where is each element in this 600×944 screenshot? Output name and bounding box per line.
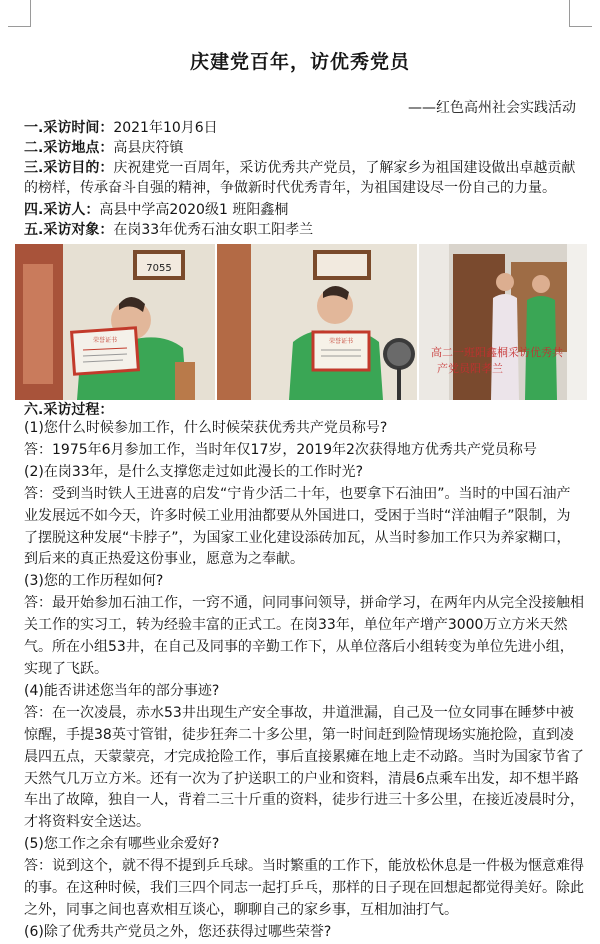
info-value: 2021年10月6日: [113, 120, 218, 136]
photo-3-image: [419, 244, 587, 400]
certificate-title: 荣誉证书: [92, 337, 118, 344]
question-6: (6)除了优秀共产党员之外，您还获得过哪些荣誉?: [24, 923, 332, 940]
info-label: 四.采访人：: [24, 202, 100, 218]
crop-mark-left: [8, 0, 31, 27]
photo-1: [15, 244, 215, 400]
answer-1: 答：1975年6月参加工作，当时年仅17岁，2019年2次获得地方优秀共产党员称号: [24, 441, 537, 458]
document-title: 庆建党百年，访优秀党员: [189, 51, 410, 73]
info-interview-time: [24, 118, 584, 138]
answer-3: 答：最开始参加石油工作，一窍不通，问同事问领导，拼命学习，在两年内从完全没接触相关工作的实习工，转为经验丰富的正式工。在岗33年，单位年产增产3000万立方米天然气。所在小组53井，在自己及同事的辛勤工作下，从单位落后小组转变为单位先进小组，实现了飞跃。: [24, 595, 584, 677]
photo-caption-line1: 高二一班阳鑫桐采访优秀共: [431, 346, 563, 359]
answer-5: 答：说到这个，就不得不提到乒乓球。当时繁重的工作下，能放松休息是一件极为惬意难得的事。在这种时候，我们三四个同志一起打乒乓，那样的日子现在回想起都觉得美好。除此之外，同事之间也喜欢相互谈心，聊聊自己的家乡事，互相加油打气。: [24, 858, 584, 918]
info-interview-purpose: [24, 158, 584, 198]
photo-strip: [15, 244, 587, 400]
question-3: (3)您的工作历程如何?: [24, 573, 164, 590]
info-interview-place: [24, 138, 584, 158]
info-value: 在岗33年优秀石油女职工阳孝兰: [113, 222, 314, 238]
info-value: 高县庆符镇: [113, 140, 184, 156]
question-2: (2)在岗33年，是什么支撑您走过如此漫长的工作时光?: [24, 463, 364, 480]
info-value: 高县中学高2020级1 班阳鑫桐: [99, 202, 289, 218]
interview-qa: [24, 418, 584, 944]
answer-2: 答：受到当时铁人王进喜的启发“宁肯少活二十年，也要拿下石油田”。当时的中国石油产业发展远不如今天，许多时候工业用油都要从外国进口，受困于当时“洋油帽子”限制，为了摆脱这种发展“卡脖子”，为国家工业化建设添砖加瓦，从当时参加工作只为养家糊口，到后来的真正热爱这份事业，愿意为之奉献。: [24, 485, 571, 568]
section-title: 六.采访过程：: [24, 402, 114, 418]
photo-3: [419, 244, 587, 400]
photo-caption-line2: 产党员阳孝兰: [437, 362, 503, 375]
clock-digits: 7055: [146, 263, 172, 274]
document-subtitle: ——红色高州社会实践活动: [408, 100, 576, 116]
question-4: (4)能否讲述您当年的部分事迹?: [24, 682, 220, 699]
question-5: (5)您工作之余有哪些业余爱好?: [24, 836, 220, 853]
crop-mark-right: [569, 0, 592, 27]
info-value: 庆祝建党一百周年，采访优秀共产党员，了解家乡为祖国建设做出卓越贡献的榜样，传承奋斗自强的精神，争做新时代优秀青年，为祖国建设尽一份自己的力量。: [24, 160, 576, 196]
info-label: 二.采访地点：: [24, 140, 114, 156]
photo-2-image: [217, 244, 417, 400]
answer-4: 答：在一次凌晨，赤水53井出现生产安全事故，井道泄漏，自己及一位女同事在睡梦中被惊醒，手提38英寸管钳，徒步狂奔二十多公里，第一时间赶到险情现场实施抢险，直到凌晨四五点，天蒙蒙亮，才完成抢险工作，事后直接累瘫在地上走不动路。当时为国家节省了天然气几万立方米。还有一次为了护送职工的户业和资料，清晨6点乘车出发，却不想半路车出了故障，独自一人，背着二三十斤重的资料，徒步行进三十多公里，在接近凌晨时分，才将资料安全送达。: [24, 704, 584, 831]
question-1: (1)您什么时候参加工作，什么时候荣获优秀共产党员称号?: [24, 420, 388, 436]
info-label: 三.采访目的：: [24, 160, 114, 176]
info-interviewer: [24, 200, 584, 220]
info-label: 五.采访对象：: [24, 222, 114, 238]
photo-2: [217, 244, 417, 400]
certificate-title: 荣誉证书: [328, 338, 354, 345]
photo-1-image: [15, 244, 215, 400]
info-label: 一.采访时间：: [24, 120, 114, 136]
info-interviewee: [24, 220, 584, 240]
